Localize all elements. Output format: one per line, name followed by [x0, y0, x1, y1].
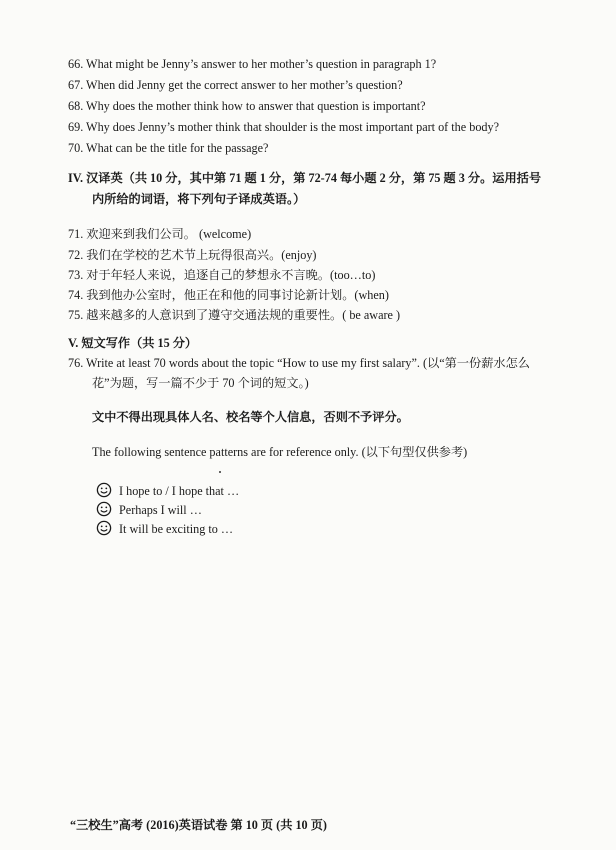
translation-item-74: 74. 我到他办公室时，他正在和他的同事讨论新计划。(when): [68, 288, 389, 302]
smiley-icon: [96, 520, 112, 536]
smiley-icon: [96, 501, 112, 517]
translation-item-73: 73. 对于年轻人来说，追逐自己的梦想永不言晚。(too…to): [68, 268, 376, 282]
sentence-pattern-3: It will be exciting to …: [119, 522, 234, 536]
translation-item-72: 72. 我们在学校的艺术节上玩得很高兴。(enjoy): [68, 248, 317, 262]
stray-mark: [219, 471, 221, 473]
section-5-heading: V. 短文写作（共 15 分）: [68, 336, 198, 350]
section-4-heading: IV. 汉译英（共 10 分，其中第 71 题 1 分，第 72-74 每小题 2 分，第 75 题 3 分。运用括号: [68, 171, 542, 185]
writing-task: 76. Write at least 70 words about the topic “How to use my first salary”. (以“第一份薪水怎么: [68, 356, 530, 370]
question-70: 70. What can be the title for the passage?: [68, 141, 269, 155]
page-footer: “三校生”高考 (2016)英语试卷 第 10 页 (共 10 页): [70, 818, 327, 832]
translation-item-71: 71. 欢迎来到我们公司。 (welcome): [68, 227, 252, 241]
question-66: 66. What might be Jenny’s answer to her mother’s question in paragraph 1?: [68, 57, 437, 71]
writing-task-cont: 花”为题，写一篇不少于 70 个词的短文。): [92, 376, 309, 390]
question-67: 67. When did Jenny get the correct answer to her mother’s question?: [68, 78, 403, 92]
section-4-heading-cont: 内所给的词语，将下列句子译成英语。）: [92, 192, 306, 206]
smiley-icon: [96, 482, 112, 498]
sentence-pattern-1: I hope to / I hope that …: [119, 484, 240, 498]
question-68: 68. Why does the mother think how to answer that question is important?: [68, 99, 426, 113]
translation-item-75: 75. 越来越多的人意识到了遵守交通法规的重要性。( be aware ): [68, 308, 401, 322]
privacy-warning: 文中不得出现具体人名、校名等个人信息，否则不予评分。: [92, 410, 409, 424]
question-69: 69. Why does Jenny’s mother think that shoulder is the most important part of the body?: [68, 120, 500, 134]
sentence-pattern-2: Perhaps I will …: [119, 503, 202, 517]
reference-note: The following sentence patterns are for reference only. (以下句型仅供参考): [92, 445, 468, 459]
